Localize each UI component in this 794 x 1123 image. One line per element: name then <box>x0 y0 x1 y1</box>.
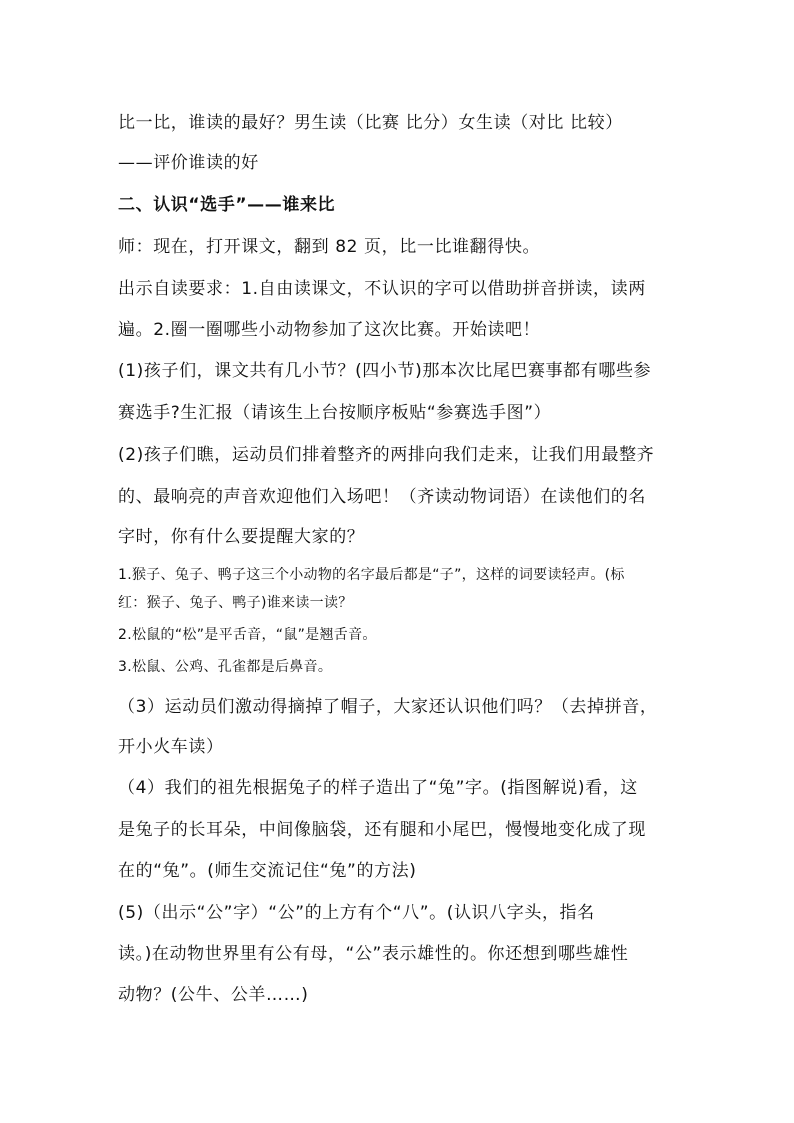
paragraph-line: (5)（出示“公”字）“公”的上方有个“八”。(认识八字头，指名 <box>118 903 595 923</box>
paragraph-line: （3）运动员们激动得摘掉了帽子，大家还认识他们吗？（去掉拼音， <box>118 697 658 717</box>
paragraph-line: 字时，你有什么要提醒大家的？ <box>118 527 365 547</box>
paragraph-line: 读。)在动物世界里有公有母，“公”表示雄性的。你还想到哪些雄性 <box>118 944 629 964</box>
paragraph-line: ——评价谁读的好 <box>118 153 259 173</box>
section-heading: 二、认识“选手”——谁来比 <box>118 195 336 215</box>
paragraph-line: （4）我们的祖先根据兔子的样子造出了“兔”字。(指图解说)看，这 <box>118 778 638 798</box>
list-item: 红：猴子、兔子、鸭子)谁来读一读？ <box>118 595 353 611</box>
paragraph-line: 赛选手?生汇报（请该生上台按顺序板贴“参赛选手图”） <box>118 403 552 423</box>
paragraph-line: 遍。2.圈一圈哪些小动物参加了这次比赛。开始读吧！ <box>118 320 541 340</box>
paragraph-line: (2)孩子们瞧，运动员们排着整齐的两排向我们走来，让我们用最整齐 <box>118 445 655 465</box>
list-item: 3.松鼠、公鸡、孔雀都是后鼻音。 <box>118 659 333 675</box>
paragraph-line: 比一比，谁读的最好？男生读（比赛 比分）女生读（对比 比较） <box>118 113 623 133</box>
paragraph-line: 的、最响亮的声音欢迎他们入场吧！（齐读动物词语）在读他们的名 <box>118 487 646 507</box>
paragraph-line: 在的“兔”。(师生交流记住“兔”的方法) <box>118 861 417 881</box>
paragraph-line: 开小火车读） <box>118 737 224 757</box>
list-item: 2.松鼠的“松”是平舌音，“鼠”是翘舌音。 <box>118 627 377 643</box>
paragraph-line: 是兔子的长耳朵，中间像脑袋，还有腿和小尾巴，慢慢地变化成了现 <box>118 820 646 840</box>
list-item: 1.猴子、兔子、鸭子这三个小动物的名字最后都是“子”，这样的词要读轻声。(标 <box>118 567 625 583</box>
paragraph-line: 师：现在，打开课文，翻到 82 页，比一比谁翻得快。 <box>118 237 541 257</box>
paragraph-line: 出示自读要求：1.自由读课文，不认识的字可以借助拼音拼读，读两 <box>118 279 646 299</box>
paragraph-line: 动物？(公牛、公羊……) <box>118 985 309 1005</box>
paragraph-line: (1)孩子们，课文共有几小节？(四小节)那本次比尾巴赛事都有哪些参 <box>118 361 652 381</box>
